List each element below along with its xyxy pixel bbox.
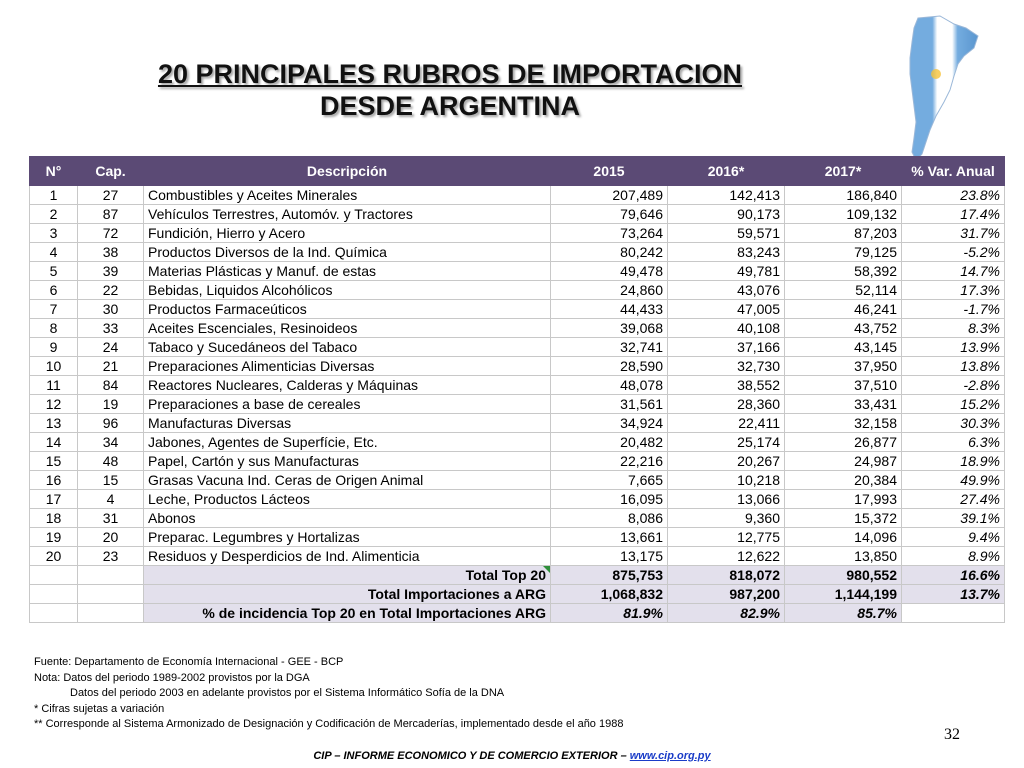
cell-2017: 20,384 (785, 471, 902, 490)
cell-2017: 37,950 (785, 357, 902, 376)
cell-2016: 12,775 (668, 528, 785, 547)
total-y2016: 82.9% (668, 604, 785, 623)
cell-cap: 84 (78, 376, 144, 395)
cell-n: 17 (30, 490, 78, 509)
cell-2015: 20,482 (551, 433, 668, 452)
cell-var: 18.9% (902, 452, 1005, 471)
cell-cap: 96 (78, 414, 144, 433)
cell-var: 9.4% (902, 528, 1005, 547)
cell-n: 6 (30, 281, 78, 300)
cell-descripcion: Vehículos Terrestres, Automóv. y Tractores (144, 205, 551, 224)
cell-2016: 25,174 (668, 433, 785, 452)
col-header-2016: 2016* (668, 157, 785, 186)
cell-cap: 31 (78, 509, 144, 528)
cell-var: 13.9% (902, 338, 1005, 357)
footer-banner (0, 750, 1024, 762)
table-row (30, 319, 1005, 338)
cell-2017: 43,145 (785, 338, 902, 357)
cell-2016: 40,108 (668, 319, 785, 338)
footnote-note-2: Datos del periodo 2003 en adelante provistos por el Sistema Informático Sofía de la DNA (70, 687, 505, 699)
total-y2015: 875,753 (551, 566, 668, 585)
cell-2015: 31,561 (551, 395, 668, 414)
total-var (902, 604, 1005, 623)
cell-descripcion: Bebidas, Liquidos Alcohólicos (144, 281, 551, 300)
cell-descripcion: Manufacturas Diversas (144, 414, 551, 433)
table-header-row (30, 157, 1005, 186)
cell-var: 39.1% (902, 509, 1005, 528)
total-y2016: 818,072 (668, 566, 785, 585)
cell-cap: 21 (78, 357, 144, 376)
blank-cell (78, 585, 144, 604)
cell-n: 8 (30, 319, 78, 338)
title-line-1: 20 PRINCIPALES RUBROS DE IMPORTACION (157, 59, 743, 89)
table-row (30, 509, 1005, 528)
cell-2017: 37,510 (785, 376, 902, 395)
cell-descripcion: Abonos (144, 509, 551, 528)
cell-2017: 186,840 (785, 186, 902, 205)
cell-cap: 22 (78, 281, 144, 300)
table-row (30, 547, 1005, 566)
table-row (30, 452, 1005, 471)
cell-cap: 39 (78, 262, 144, 281)
cell-2015: 44,433 (551, 300, 668, 319)
cell-2015: 7,665 (551, 471, 668, 490)
cell-2016: 38,552 (668, 376, 785, 395)
total-y2017: 1,144,199 (785, 585, 902, 604)
cell-cap: 87 (78, 205, 144, 224)
table-row (30, 490, 1005, 509)
cell-2017: 109,132 (785, 205, 902, 224)
cell-cap: 23 (78, 547, 144, 566)
cell-2016: 9,360 (668, 509, 785, 528)
cell-2015: 8,086 (551, 509, 668, 528)
cell-descripcion: Preparaciones a base de cereales (144, 395, 551, 414)
cell-2017: 32,158 (785, 414, 902, 433)
cell-var: -2.8% (902, 376, 1005, 395)
total-row (30, 566, 1005, 585)
col-header-descripcion: Descripción (144, 157, 551, 186)
cell-var: 8.9% (902, 547, 1005, 566)
total-y2017: 85.7% (785, 604, 902, 623)
cell-2015: 79,646 (551, 205, 668, 224)
cell-cap: 24 (78, 338, 144, 357)
table-row (30, 338, 1005, 357)
cell-var: 27.4% (902, 490, 1005, 509)
total-row (30, 604, 1005, 623)
table-row (30, 262, 1005, 281)
cell-2017: 14,096 (785, 528, 902, 547)
cell-descripcion: Papel, Cartón y sus Manufacturas (144, 452, 551, 471)
cell-descripcion: Jabones, Agentes de Superfície, Etc. (144, 433, 551, 452)
cell-2017: 58,392 (785, 262, 902, 281)
footer-text: CIP – INFORME ECONOMICO Y DE COMERCIO EXTERIOR – (313, 750, 630, 762)
cell-2015: 39,068 (551, 319, 668, 338)
cell-2015: 13,175 (551, 547, 668, 566)
page-number: 32 (944, 726, 960, 743)
cell-2017: 43,752 (785, 319, 902, 338)
table-row (30, 224, 1005, 243)
cell-n: 4 (30, 243, 78, 262)
total-var: 16.6% (902, 566, 1005, 585)
cell-var: 30.3% (902, 414, 1005, 433)
total-label-text: Total Top 20 (465, 567, 546, 583)
table-row (30, 186, 1005, 205)
cell-2017: 17,993 (785, 490, 902, 509)
col-header-n: N° (30, 157, 78, 186)
cell-2015: 80,242 (551, 243, 668, 262)
blank-cell (30, 566, 78, 585)
cell-2016: 28,360 (668, 395, 785, 414)
cell-n: 15 (30, 452, 78, 471)
col-header-var: % Var. Anual (902, 157, 1005, 186)
cell-descripcion: Preparaciones Alimenticias Diversas (144, 357, 551, 376)
cell-descripcion: Preparac. Legumbres y Hortalizas (144, 528, 551, 547)
table-row (30, 433, 1005, 452)
cell-var: 6.3% (902, 433, 1005, 452)
cell-n: 11 (30, 376, 78, 395)
cell-n: 20 (30, 547, 78, 566)
footnote-asterisk: * Cifras sujetas a variación (34, 702, 165, 715)
cell-2016: 142,413 (668, 186, 785, 205)
total-row (30, 585, 1005, 604)
cell-2017: 33,431 (785, 395, 902, 414)
cell-var: 31.7% (902, 224, 1005, 243)
page-title (90, 58, 810, 122)
cell-cap: 38 (78, 243, 144, 262)
cell-descripcion: Combustibles y Aceites Minerales (144, 186, 551, 205)
cell-2017: 52,114 (785, 281, 902, 300)
blank-cell (78, 566, 144, 585)
cell-2017: 26,877 (785, 433, 902, 452)
cell-2016: 47,005 (668, 300, 785, 319)
cell-descripcion: Productos Farmaceúticos (144, 300, 551, 319)
cell-cap: 30 (78, 300, 144, 319)
cell-cap: 19 (78, 395, 144, 414)
cell-2016: 90,173 (668, 205, 785, 224)
footnote-double-asterisk: ** Corresponde al Sistema Armonizado de Designación y Codificación de Mercaderías, implementado desde el año 1988 (34, 718, 624, 730)
cell-cap: 33 (78, 319, 144, 338)
cell-2015: 13,661 (551, 528, 668, 547)
cell-2016: 22,411 (668, 414, 785, 433)
footer-link[interactable]: www.cip.org.py (629, 750, 711, 762)
cell-2017: 87,203 (785, 224, 902, 243)
cell-descripcion: Grasas Vacuna Ind. Ceras de Origen Animal (144, 471, 551, 490)
total-y2016: 987,200 (668, 585, 785, 604)
cell-descripcion: Reactores Nucleares, Calderas y Máquinas (144, 376, 551, 395)
cell-2016: 83,243 (668, 243, 785, 262)
title-line-2: DESDE ARGENTINA (319, 91, 581, 121)
cell-2017: 24,987 (785, 452, 902, 471)
cell-descripcion: Productos Diversos de la Ind. Química (144, 243, 551, 262)
cell-2015: 28,590 (551, 357, 668, 376)
total-y2017: 980,552 (785, 566, 902, 585)
total-y2015: 81.9% (551, 604, 668, 623)
total-label (144, 566, 551, 585)
argentina-flag-map-icon (896, 14, 984, 162)
cell-2016: 37,166 (668, 338, 785, 357)
blank-cell (30, 585, 78, 604)
cell-descripcion: Fundición, Hierro y Acero (144, 224, 551, 243)
cell-var: -1.7% (902, 300, 1005, 319)
imports-table (29, 156, 1005, 623)
cell-var: 15.2% (902, 395, 1005, 414)
cell-n: 1 (30, 186, 78, 205)
footnotes (34, 655, 623, 733)
table-row (30, 281, 1005, 300)
cell-2015: 49,478 (551, 262, 668, 281)
total-label (144, 604, 551, 623)
cell-descripcion: Tabaco y Sucedáneos del Tabaco (144, 338, 551, 357)
cell-descripcion: Aceites Escenciales, Resinoideos (144, 319, 551, 338)
col-header-cap: Cap. (78, 157, 144, 186)
cell-2017: 13,850 (785, 547, 902, 566)
cell-cap: 15 (78, 471, 144, 490)
cell-n: 14 (30, 433, 78, 452)
cell-2017: 79,125 (785, 243, 902, 262)
cell-cap: 48 (78, 452, 144, 471)
blank-cell (30, 604, 78, 623)
cell-n: 12 (30, 395, 78, 414)
cell-cap: 4 (78, 490, 144, 509)
col-header-2017: 2017* (785, 157, 902, 186)
cell-var: -5.2% (902, 243, 1005, 262)
cell-n: 9 (30, 338, 78, 357)
cell-n: 5 (30, 262, 78, 281)
total-label-text: Total Importaciones a ARG (367, 586, 546, 602)
footnote-note: Nota: Datos del periodo 1989-2002 provistos por la DGA (34, 671, 310, 684)
table-row (30, 471, 1005, 490)
cell-2015: 16,095 (551, 490, 668, 509)
cell-2016: 13,066 (668, 490, 785, 509)
table-row (30, 300, 1005, 319)
total-y2015: 1,068,832 (551, 585, 668, 604)
col-header-2015: 2015 (551, 157, 668, 186)
cell-n: 16 (30, 471, 78, 490)
cell-2015: 48,078 (551, 376, 668, 395)
table-row (30, 395, 1005, 414)
cell-n: 2 (30, 205, 78, 224)
cell-2016: 10,218 (668, 471, 785, 490)
table-row (30, 205, 1005, 224)
table-row (30, 357, 1005, 376)
table-row (30, 414, 1005, 433)
total-label-text: % de incidencia Top 20 en Total Importaciones ARG (202, 605, 546, 621)
cell-cap: 27 (78, 186, 144, 205)
cell-var: 8.3% (902, 319, 1005, 338)
cell-var: 14.7% (902, 262, 1005, 281)
cell-n: 19 (30, 528, 78, 547)
cell-2016: 20,267 (668, 452, 785, 471)
table-row (30, 376, 1005, 395)
cell-n: 3 (30, 224, 78, 243)
total-var: 13.7% (902, 585, 1005, 604)
cell-n: 18 (30, 509, 78, 528)
cell-var: 49.9% (902, 471, 1005, 490)
cell-2016: 43,076 (668, 281, 785, 300)
cell-var: 13.8% (902, 357, 1005, 376)
cell-2015: 73,264 (551, 224, 668, 243)
cell-2016: 49,781 (668, 262, 785, 281)
cell-2017: 46,241 (785, 300, 902, 319)
cell-var: 17.3% (902, 281, 1005, 300)
cell-2015: 24,860 (551, 281, 668, 300)
table-row (30, 243, 1005, 262)
cell-descripcion: Residuos y Desperdicios de Ind. Alimenticia (144, 547, 551, 566)
cell-2016: 59,571 (668, 224, 785, 243)
cell-2017: 15,372 (785, 509, 902, 528)
cell-2016: 32,730 (668, 357, 785, 376)
footnote-source: Fuente: Departamento de Economía Internacional - GEE - BCP (34, 656, 344, 668)
cell-2015: 22,216 (551, 452, 668, 471)
cell-cap: 34 (78, 433, 144, 452)
table-row (30, 528, 1005, 547)
cell-n: 10 (30, 357, 78, 376)
cell-2016: 12,622 (668, 547, 785, 566)
blank-cell (78, 604, 144, 623)
cell-comment-marker-icon (543, 566, 550, 573)
cell-descripcion: Leche, Productos Lácteos (144, 490, 551, 509)
cell-cap: 20 (78, 528, 144, 547)
cell-2015: 34,924 (551, 414, 668, 433)
cell-cap: 72 (78, 224, 144, 243)
total-label (144, 585, 551, 604)
cell-n: 7 (30, 300, 78, 319)
cell-2015: 207,489 (551, 186, 668, 205)
cell-n: 13 (30, 414, 78, 433)
cell-descripcion: Materias Plásticas y Manuf. de estas (144, 262, 551, 281)
cell-var: 23.8% (902, 186, 1005, 205)
cell-var: 17.4% (902, 205, 1005, 224)
cell-2015: 32,741 (551, 338, 668, 357)
